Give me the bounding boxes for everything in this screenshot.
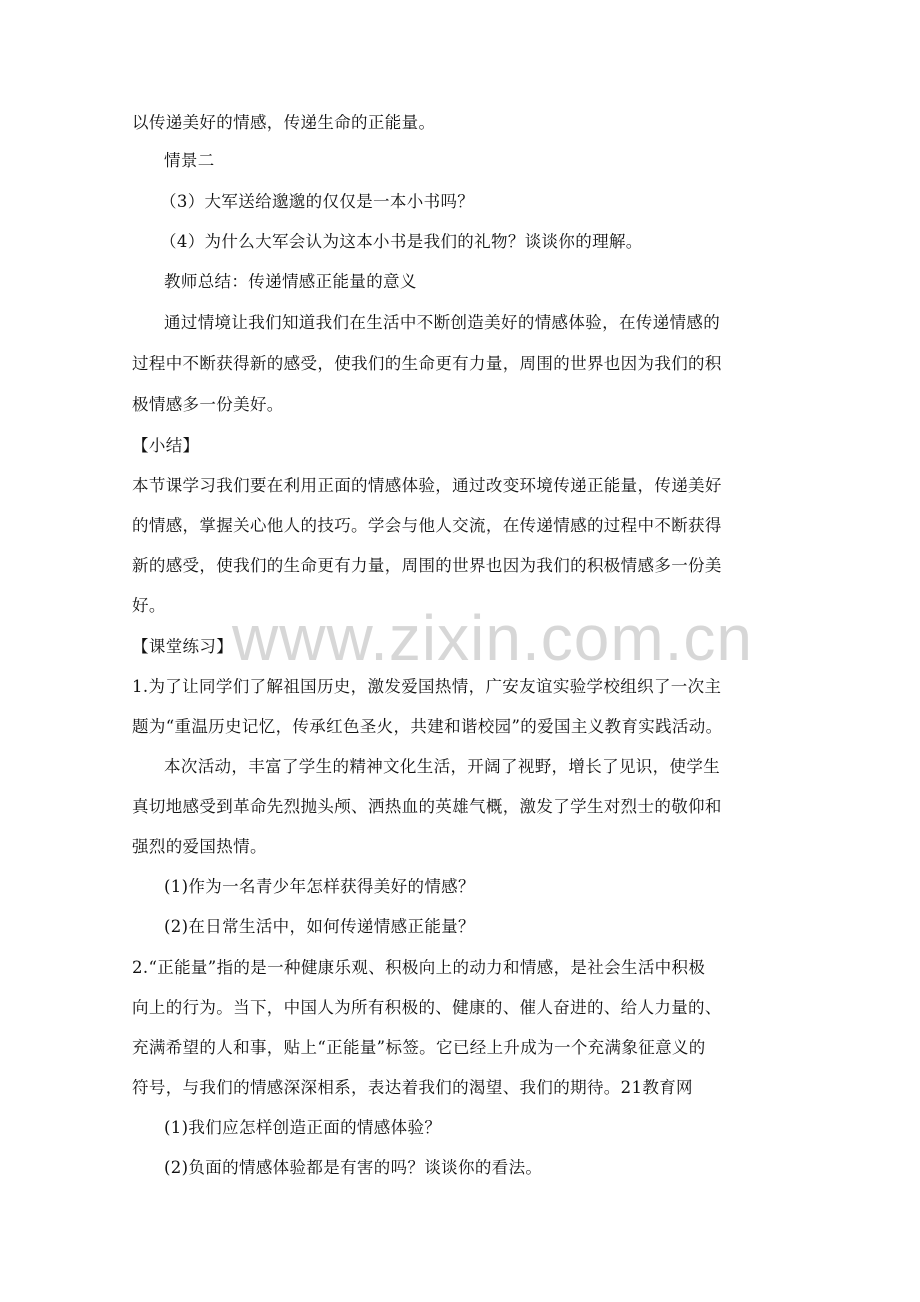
question-line: (2)负面的情感体验都是有害的吗？谈谈你的看法。	[164, 1158, 543, 1177]
question-line: (1)作为一名青少年怎样获得美好的情感？	[164, 877, 475, 896]
question-line: (1)我们应怎样创造正面的情感体验？	[164, 1118, 442, 1137]
paragraph-line: 真切地感受到革命先烈抛头颅、洒热血的英雄气概，激发了学生对烈士的敬仰和	[132, 797, 722, 816]
section-heading-summary: 【小结】	[132, 436, 200, 455]
paragraph-line: 新的感受，使我们的生命更有力量，周围的世界也因为我们的积极情感多一份美	[132, 556, 722, 575]
paragraph-line: 通过情境让我们知道我们在生活中不断创造美好的情感体验，在传递情感的	[164, 313, 721, 332]
paragraph-line: 题为“重温历史记忆，传承红色圣火，共建和谐校园”的爱国主义教育实践活动。	[132, 717, 723, 736]
paragraph-line: 本节课学习我们要在利用正面的情感体验，通过改变环境传递正能量，传递美好	[132, 476, 722, 495]
paragraph-line: 好。	[132, 596, 166, 615]
paragraph-line: 以传递美好的情感，传递生命的正能量。	[132, 113, 436, 132]
question-line: （3）大军送给邈邈的仅仅是一本小书吗？	[160, 192, 475, 211]
section-heading-exercise: 【课堂练习】	[132, 637, 234, 656]
question-line: （4）为什么大军会认为这本小书是我们的礼物？谈谈你的理解。	[160, 232, 643, 251]
paragraph-line: 本次活动，丰富了学生的精神文化生活，开阔了视野，增长了见识，使学生	[164, 757, 721, 776]
paragraph-line: 充满希望的人和事，贴上“正能量”标签。它已经上升成为一个充满象征意义的	[132, 1038, 706, 1057]
teacher-summary-heading: 教师总结：传递情感正能量的意义	[164, 272, 417, 291]
paragraph-line: 1.为了让同学们了解祖国历史，激发爱国热情，广安友谊实验学校组织了一次主	[132, 677, 722, 696]
paragraph-line: 的情感，掌握关心他人的技巧。学会与他人交流，在传递情感的过程中不断获得	[132, 516, 722, 535]
question-line: (2)在日常生活中，如何传递情感正能量？	[164, 917, 475, 936]
paragraph-line: 极情感多一份美好。	[132, 395, 284, 414]
watermark: www.zixin.com.cn	[232, 602, 753, 674]
paragraph-line: 符号，与我们的情感深深相系，表达着我们的渴望、我们的期待。21教育网	[132, 1078, 693, 1097]
paragraph-line: 向上的行为。当下，中国人为所有积极的、健康的、催人奋进的、给人力量的、	[132, 998, 722, 1017]
paragraph-line: 过程中不断获得新的感受，使我们的生命更有力量，周围的世界也因为我们的积	[132, 354, 722, 373]
paragraph-line: 2.“正能量”指的是一种健康乐观、积极向上的动力和情感，是社会生活中积极	[132, 958, 706, 977]
scene-heading: 情景二	[164, 151, 215, 170]
paragraph-line: 强烈的爱国热情。	[132, 837, 267, 856]
